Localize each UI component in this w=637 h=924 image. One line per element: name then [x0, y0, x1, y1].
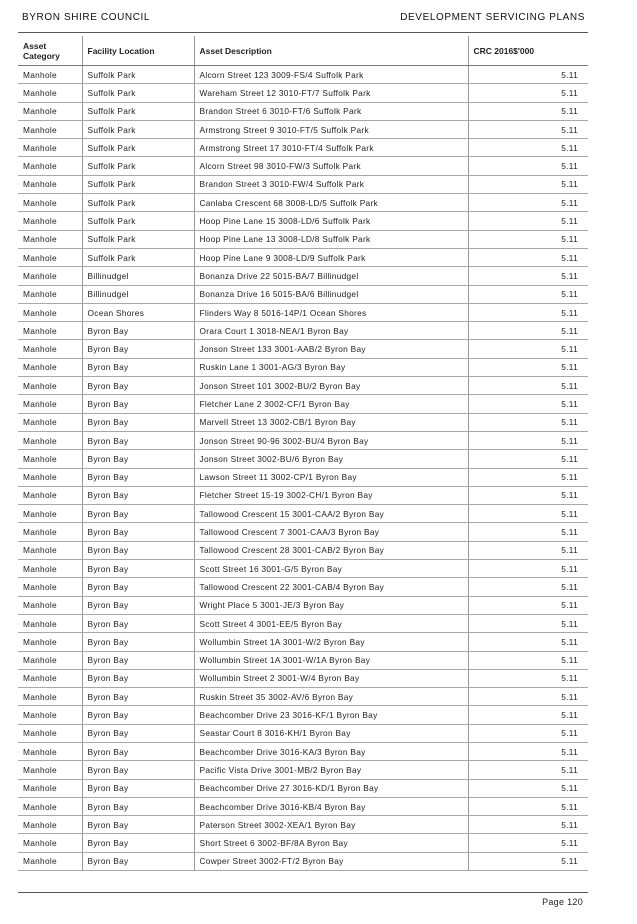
cell-crc-value: 5.11 [468, 614, 588, 632]
cell-crc-value: 5.11 [468, 212, 588, 230]
cell-facility-location: Byron Bay [82, 578, 194, 596]
table-row [18, 816, 588, 834]
cell-crc-value: 5.11 [468, 633, 588, 651]
cell-facility-location: Byron Bay [82, 688, 194, 706]
cell-crc-value: 5.11 [468, 322, 588, 340]
table-row [18, 377, 588, 395]
cell-asset-description: Armstrong Street 17 3010-FT/4 Suffolk Park [194, 139, 468, 157]
cell-asset-category: Manhole [18, 669, 82, 687]
cell-crc-value: 5.11 [468, 303, 588, 321]
cell-asset-category: Manhole [18, 358, 82, 376]
table-row [18, 834, 588, 852]
cell-facility-location: Suffolk Park [82, 84, 194, 102]
cell-facility-location: Byron Bay [82, 742, 194, 760]
cell-crc-value: 5.11 [468, 797, 588, 815]
cell-crc-value: 5.11 [468, 761, 588, 779]
cell-crc-value: 5.11 [468, 102, 588, 120]
cell-facility-location: Byron Bay [82, 852, 194, 870]
table-row [18, 596, 588, 614]
table-header-row [18, 36, 588, 66]
cell-asset-category: Manhole [18, 212, 82, 230]
table-row [18, 139, 588, 157]
cell-asset-category: Manhole [18, 523, 82, 541]
cell-asset-description: Flinders Way 8 5016-14P/1 Ocean Shores [194, 303, 468, 321]
cell-facility-location: Suffolk Park [82, 175, 194, 193]
table-row [18, 358, 588, 376]
cell-asset-description: Wareham Street 12 3010-FT/7 Suffolk Park [194, 84, 468, 102]
cell-facility-location: Byron Bay [82, 797, 194, 815]
cell-crc-value: 5.11 [468, 505, 588, 523]
cell-asset-category: Manhole [18, 194, 82, 212]
cell-asset-description: Seastar Court 8 3016-KH/1 Byron Bay [194, 724, 468, 742]
cell-asset-category: Manhole [18, 322, 82, 340]
table-row [18, 413, 588, 431]
cell-facility-location: Suffolk Park [82, 139, 194, 157]
cell-crc-value: 5.11 [468, 706, 588, 724]
cell-asset-category: Manhole [18, 120, 82, 138]
cell-asset-description: Wollumbin Street 1A 3001-W/1A Byron Bay [194, 651, 468, 669]
cell-facility-location: Suffolk Park [82, 248, 194, 266]
cell-asset-category: Manhole [18, 468, 82, 486]
cell-asset-category: Manhole [18, 84, 82, 102]
column-header-facility-location: Facility Location [82, 36, 194, 66]
table-body [18, 66, 588, 871]
cell-asset-category: Manhole [18, 102, 82, 120]
table-row [18, 669, 588, 687]
cell-asset-description: Wollumbin Street 1A 3001-W/2 Byron Bay [194, 633, 468, 651]
cell-crc-value: 5.11 [468, 523, 588, 541]
cell-asset-category: Manhole [18, 614, 82, 632]
cell-asset-description: Scott Street 16 3001-G/5 Byron Bay [194, 560, 468, 578]
cell-facility-location: Suffolk Park [82, 102, 194, 120]
cell-crc-value: 5.11 [468, 139, 588, 157]
cell-crc-value: 5.11 [468, 431, 588, 449]
footer-divider [18, 892, 588, 893]
cell-asset-description: Brandon Street 3 3010-FW/4 Suffolk Park [194, 175, 468, 193]
cell-asset-category: Manhole [18, 377, 82, 395]
cell-asset-category: Manhole [18, 816, 82, 834]
cell-asset-description: Cowper Street 3002-FT/2 Byron Bay [194, 852, 468, 870]
table-row [18, 431, 588, 449]
cell-crc-value: 5.11 [468, 541, 588, 559]
table-row [18, 797, 588, 815]
cell-asset-category: Manhole [18, 797, 82, 815]
cell-asset-category: Manhole [18, 541, 82, 559]
cell-facility-location: Byron Bay [82, 816, 194, 834]
cell-asset-description: Pacific Vista Drive 3001-MB/2 Byron Bay [194, 761, 468, 779]
table-row [18, 340, 588, 358]
cell-crc-value: 5.11 [468, 340, 588, 358]
cell-asset-description: Tallowood Crescent 7 3001-CAA/3 Byron Bay [194, 523, 468, 541]
cell-asset-description: Ruskin Street 35 3002-AV/6 Byron Bay [194, 688, 468, 706]
asset-table [18, 36, 588, 871]
table-row [18, 688, 588, 706]
cell-facility-location: Byron Bay [82, 706, 194, 724]
table-row [18, 66, 588, 84]
table-row [18, 651, 588, 669]
cell-crc-value: 5.11 [468, 468, 588, 486]
cell-facility-location: Byron Bay [82, 322, 194, 340]
council-name: BYRON SHIRE COUNCIL [22, 11, 151, 23]
cell-asset-description: Canlaba Crescent 68 3008-LD/5 Suffolk Park [194, 194, 468, 212]
cell-asset-description: Beachcomber Drive 27 3016-KD/1 Byron Bay [194, 779, 468, 797]
cell-asset-description: Alcorn Street 98 3010-FW/3 Suffolk Park [194, 157, 468, 175]
table-row [18, 303, 588, 321]
cell-facility-location: Suffolk Park [82, 120, 194, 138]
table-row [18, 541, 588, 559]
header-divider [18, 32, 588, 33]
cell-asset-description: Bonanza Drive 22 5015-BA/7 Billinudgel [194, 267, 468, 285]
cell-asset-description: Marvell Street 13 3002-CB/1 Byron Bay [194, 413, 468, 431]
cell-crc-value: 5.11 [468, 688, 588, 706]
cell-crc-value: 5.11 [468, 413, 588, 431]
table-row [18, 395, 588, 413]
cell-asset-category: Manhole [18, 706, 82, 724]
cell-facility-location: Suffolk Park [82, 212, 194, 230]
table-row [18, 248, 588, 266]
table-row [18, 212, 588, 230]
table-row [18, 614, 588, 632]
cell-asset-category: Manhole [18, 560, 82, 578]
cell-facility-location: Byron Bay [82, 340, 194, 358]
cell-asset-category: Manhole [18, 651, 82, 669]
cell-facility-location: Byron Bay [82, 560, 194, 578]
cell-crc-value: 5.11 [468, 84, 588, 102]
page-number: Page 120 [542, 897, 583, 907]
cell-asset-category: Manhole [18, 688, 82, 706]
table-row [18, 102, 588, 120]
cell-crc-value: 5.11 [468, 560, 588, 578]
cell-crc-value: 5.11 [468, 267, 588, 285]
cell-asset-description: Hoop Pine Lane 13 3008-LD/8 Suffolk Park [194, 230, 468, 248]
cell-asset-description: Hoop Pine Lane 15 3008-LD/6 Suffolk Park [194, 212, 468, 230]
cell-facility-location: Billinudgel [82, 285, 194, 303]
cell-asset-category: Manhole [18, 450, 82, 468]
cell-crc-value: 5.11 [468, 358, 588, 376]
cell-facility-location: Ocean Shores [82, 303, 194, 321]
cell-asset-description: Tallowood Crescent 15 3001-CAA/2 Byron Bay [194, 505, 468, 523]
column-header-asset-category: Asset Category [18, 36, 82, 66]
table-row [18, 505, 588, 523]
cell-asset-description: Scott Street 4 3001-EE/5 Byron Bay [194, 614, 468, 632]
table-row [18, 157, 588, 175]
cell-facility-location: Byron Bay [82, 395, 194, 413]
table-row [18, 322, 588, 340]
table-row [18, 761, 588, 779]
cell-crc-value: 5.11 [468, 852, 588, 870]
cell-asset-description: Tallowood Crescent 28 3001-CAB/2 Byron Bay [194, 541, 468, 559]
cell-facility-location: Byron Bay [82, 669, 194, 687]
cell-crc-value: 5.11 [468, 450, 588, 468]
cell-facility-location: Byron Bay [82, 486, 194, 504]
cell-crc-value: 5.11 [468, 285, 588, 303]
cell-asset-category: Manhole [18, 413, 82, 431]
cell-asset-category: Manhole [18, 395, 82, 413]
table-row [18, 486, 588, 504]
table-row [18, 175, 588, 193]
cell-crc-value: 5.11 [468, 175, 588, 193]
cell-asset-description: Tallowood Crescent 22 3001-CAB/4 Byron Bay [194, 578, 468, 596]
cell-asset-description: Jonson Street 101 3002-BU/2 Byron Bay [194, 377, 468, 395]
table-row [18, 267, 588, 285]
cell-crc-value: 5.11 [468, 834, 588, 852]
cell-facility-location: Byron Bay [82, 431, 194, 449]
cell-crc-value: 5.11 [468, 377, 588, 395]
table-row [18, 742, 588, 760]
cell-asset-description: Bonanza Drive 16 5015-BA/6 Billinudgel [194, 285, 468, 303]
cell-asset-description: Beachcomber Drive 3016-KB/4 Byron Bay [194, 797, 468, 815]
cell-facility-location: Byron Bay [82, 651, 194, 669]
cell-facility-location: Byron Bay [82, 779, 194, 797]
cell-facility-location: Suffolk Park [82, 194, 194, 212]
cell-asset-category: Manhole [18, 248, 82, 266]
cell-crc-value: 5.11 [468, 651, 588, 669]
cell-facility-location: Suffolk Park [82, 66, 194, 84]
cell-asset-category: Manhole [18, 834, 82, 852]
cell-crc-value: 5.11 [468, 816, 588, 834]
table-row [18, 578, 588, 596]
cell-asset-description: Beachcomber Drive 3016-KA/3 Byron Bay [194, 742, 468, 760]
cell-asset-category: Manhole [18, 139, 82, 157]
cell-asset-category: Manhole [18, 303, 82, 321]
cell-crc-value: 5.11 [468, 724, 588, 742]
cell-crc-value: 5.11 [468, 230, 588, 248]
table-row [18, 560, 588, 578]
cell-asset-category: Manhole [18, 285, 82, 303]
cell-asset-category: Manhole [18, 633, 82, 651]
cell-asset-description: Wright Place 5 3001-JE/3 Byron Bay [194, 596, 468, 614]
cell-crc-value: 5.11 [468, 248, 588, 266]
cell-asset-description: Jonson Street 3002-BU/6 Byron Bay [194, 450, 468, 468]
cell-facility-location: Billinudgel [82, 267, 194, 285]
cell-asset-description: Orara Court 1 3018-NEA/1 Byron Bay [194, 322, 468, 340]
cell-asset-category: Manhole [18, 505, 82, 523]
cell-facility-location: Byron Bay [82, 596, 194, 614]
table-row [18, 468, 588, 486]
cell-crc-value: 5.11 [468, 742, 588, 760]
cell-facility-location: Byron Bay [82, 761, 194, 779]
table-row [18, 724, 588, 742]
table-row [18, 450, 588, 468]
cell-asset-category: Manhole [18, 779, 82, 797]
cell-crc-value: 5.11 [468, 596, 588, 614]
cell-asset-category: Manhole [18, 852, 82, 870]
cell-asset-category: Manhole [18, 340, 82, 358]
cell-facility-location: Byron Bay [82, 358, 194, 376]
cell-asset-description: Jonson Street 133 3001-AAB/2 Byron Bay [194, 340, 468, 358]
cell-asset-category: Manhole [18, 486, 82, 504]
cell-asset-category: Manhole [18, 66, 82, 84]
cell-asset-category: Manhole [18, 267, 82, 285]
cell-asset-description: Jonson Street 90-96 3002-BU/4 Byron Bay [194, 431, 468, 449]
table-row [18, 633, 588, 651]
cell-asset-description: Beachcomber Drive 23 3016-KF/1 Byron Bay [194, 706, 468, 724]
cell-crc-value: 5.11 [468, 779, 588, 797]
cell-asset-description: Alcorn Street 123 3009-FS/4 Suffolk Park [194, 66, 468, 84]
cell-crc-value: 5.11 [468, 669, 588, 687]
cell-asset-description: Armstrong Street 9 3010-FT/5 Suffolk Park [194, 120, 468, 138]
cell-crc-value: 5.11 [468, 486, 588, 504]
cell-facility-location: Byron Bay [82, 523, 194, 541]
cell-crc-value: 5.11 [468, 194, 588, 212]
page-header [22, 9, 585, 25]
cell-asset-category: Manhole [18, 761, 82, 779]
table-row [18, 120, 588, 138]
table-row [18, 706, 588, 724]
cell-asset-category: Manhole [18, 724, 82, 742]
cell-asset-description: Ruskin Lane 1 3001-AG/3 Byron Bay [194, 358, 468, 376]
cell-facility-location: Byron Bay [82, 450, 194, 468]
cell-facility-location: Byron Bay [82, 834, 194, 852]
cell-asset-description: Fletcher Street 15-19 3002-CH/1 Byron Bay [194, 486, 468, 504]
table-row [18, 84, 588, 102]
cell-asset-description: Brandon Street 6 3010-FT/6 Suffolk Park [194, 102, 468, 120]
cell-asset-description: Hoop Pine Lane 9 3008-LD/9 Suffolk Park [194, 248, 468, 266]
cell-crc-value: 5.11 [468, 120, 588, 138]
cell-facility-location: Suffolk Park [82, 157, 194, 175]
table-row [18, 230, 588, 248]
cell-crc-value: 5.11 [468, 157, 588, 175]
cell-asset-description: Fletcher Lane 2 3002-CF/1 Byron Bay [194, 395, 468, 413]
cell-asset-category: Manhole [18, 431, 82, 449]
table-row [18, 779, 588, 797]
cell-asset-category: Manhole [18, 157, 82, 175]
column-header-asset-description: Asset Description [194, 36, 468, 66]
cell-asset-description: Short Street 6 3002-BF/8A Byron Bay [194, 834, 468, 852]
cell-crc-value: 5.11 [468, 66, 588, 84]
table-row [18, 285, 588, 303]
cell-facility-location: Byron Bay [82, 541, 194, 559]
table-row [18, 194, 588, 212]
document-title: DEVELOPMENT SERVICING PLANS [400, 11, 585, 23]
cell-facility-location: Byron Bay [82, 724, 194, 742]
cell-asset-description: Wollumbin Street 2 3001-W/4 Byron Bay [194, 669, 468, 687]
cell-asset-description: Lawson Street 11 3002-CP/1 Byron Bay [194, 468, 468, 486]
cell-facility-location: Byron Bay [82, 505, 194, 523]
cell-asset-category: Manhole [18, 742, 82, 760]
cell-facility-location: Byron Bay [82, 413, 194, 431]
cell-facility-location: Suffolk Park [82, 230, 194, 248]
cell-crc-value: 5.11 [468, 395, 588, 413]
cell-asset-description: Paterson Street 3002-XEA/1 Byron Bay [194, 816, 468, 834]
cell-asset-category: Manhole [18, 175, 82, 193]
cell-facility-location: Byron Bay [82, 377, 194, 395]
cell-asset-category: Manhole [18, 596, 82, 614]
cell-crc-value: 5.11 [468, 578, 588, 596]
column-header-crc: CRC 2016$'000 [468, 36, 588, 66]
cell-facility-location: Byron Bay [82, 614, 194, 632]
table-row [18, 852, 588, 870]
cell-facility-location: Byron Bay [82, 633, 194, 651]
cell-asset-category: Manhole [18, 230, 82, 248]
cell-facility-location: Byron Bay [82, 468, 194, 486]
table-row [18, 523, 588, 541]
cell-asset-category: Manhole [18, 578, 82, 596]
